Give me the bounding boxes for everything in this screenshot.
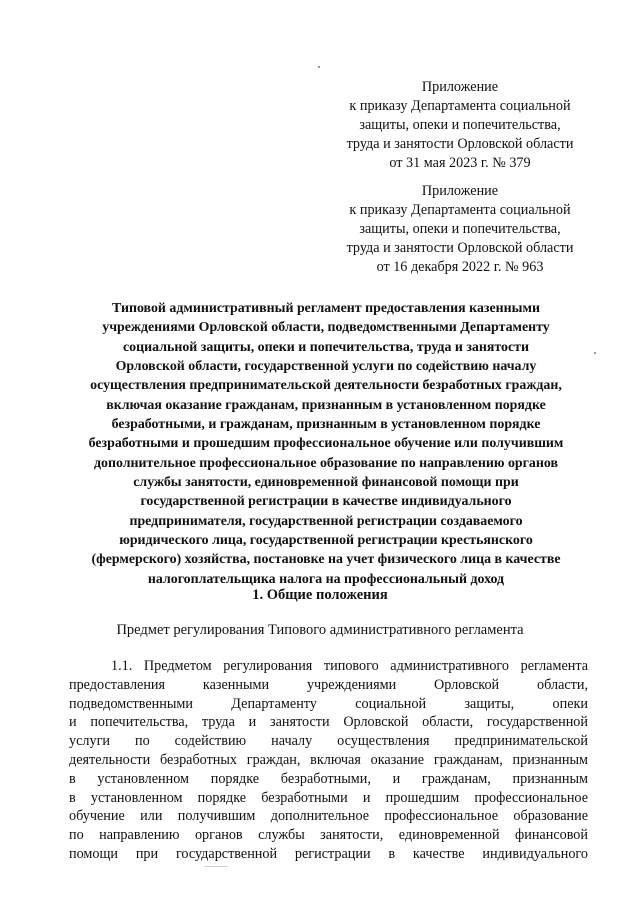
paragraph-line: деятельности безработных граждан, включая оказание гражданам, признанным [69,751,588,768]
section-heading: 1. Общие положения [252,587,388,603]
appendix-line: от 31 мая 2023 г. № 379 [389,155,531,171]
title-line: социальной защиты, опеки и попечительства, труда и занятости [123,339,529,355]
title-line: (фермерского) хозяйства, постановке на учет физического лица в качестве [91,552,561,568]
appendix-line: труда и занятости Орловской области [346,136,574,152]
subject-heading: Предмет регулирования Типового административного регламента [116,622,524,638]
appendix-line: Приложение [421,183,499,199]
paragraph-line: в установленном порядке безработными и прошедшим профессиональное [69,789,588,806]
paragraph-line: 1.1. Предметом регулирования типового административного регламента [111,658,588,674]
paragraph-line: помощи при государственной регистрации в качестве индивидуального [69,845,588,862]
title-line: осуществления предпринимательской деятельности безработных граждан, [90,378,562,394]
paragraph-line: услуги по содействию началу осуществления предпринимательской [69,733,588,750]
title-line: безработными и прошедшим профессиональное обучение или получившим [88,436,564,452]
title-line: учреждениями Орловской области, подведомственными Департаменту [102,320,550,336]
paragraph-line: обучение или получившим дополнительное профессиональное образование [69,808,588,825]
appendix-line: от 16 декабря 2022 г. № 963 [376,259,544,275]
appendix-line: труда и занятости Орловской области [346,240,574,256]
scan-speck [204,866,228,867]
paragraph-line: в установленном порядке безработными, и гражданам, признанным [69,770,588,787]
scan-speck [594,352,596,354]
scan-speck [318,66,320,68]
paragraph-line: предоставления казенными учреждениями Орловской области, [69,676,588,693]
paragraph-line: и попечительства, труда и занятости Орловской области, государственной [69,714,588,731]
appendix-line: к приказу Департамента социальной [349,98,571,114]
appendix-line: к приказу Департамента социальной [349,202,571,218]
appendix-line: защиты, опеки и попечительства, [359,221,561,237]
title-line: государственной регистрации в качестве индивидуального [140,494,512,510]
title-line: включая оказание гражданам, признанным в установленном порядке [106,397,546,413]
title-line: Типовой административный регламент предоставления казенными [112,301,540,316]
title-line: юридического лица, государственной регистрации крестьянского [119,533,533,549]
title-line: безработными, и гражданам, признанным в установленном порядке [111,417,541,433]
title-line: Орловской области, государственной услуги по содействию началу [115,359,537,375]
appendix-note-current [330,78,590,173]
appendix-note-original [330,182,590,277]
paragraph-line: подведомственными Департаменту социальной защиты, опеки [69,695,588,712]
title-line: службы занятости, единовременной финансовой помощи при [133,475,519,491]
title-line: налогоплательщика налога на профессиональный доход [147,571,505,587]
appendix-line: Приложение [421,79,499,95]
title-line: дополнительное профессиональное образование по направлению органов [94,455,558,471]
body-paragraph [69,657,588,864]
title-line: предпринимателя, государственной регистрации создаваемого [129,513,523,529]
regulation-title [60,299,592,589]
paragraph-line: по направлению органов службы занятости, единовременной финансовой [69,827,588,844]
appendix-line: защиты, опеки и попечительства, [359,117,561,133]
